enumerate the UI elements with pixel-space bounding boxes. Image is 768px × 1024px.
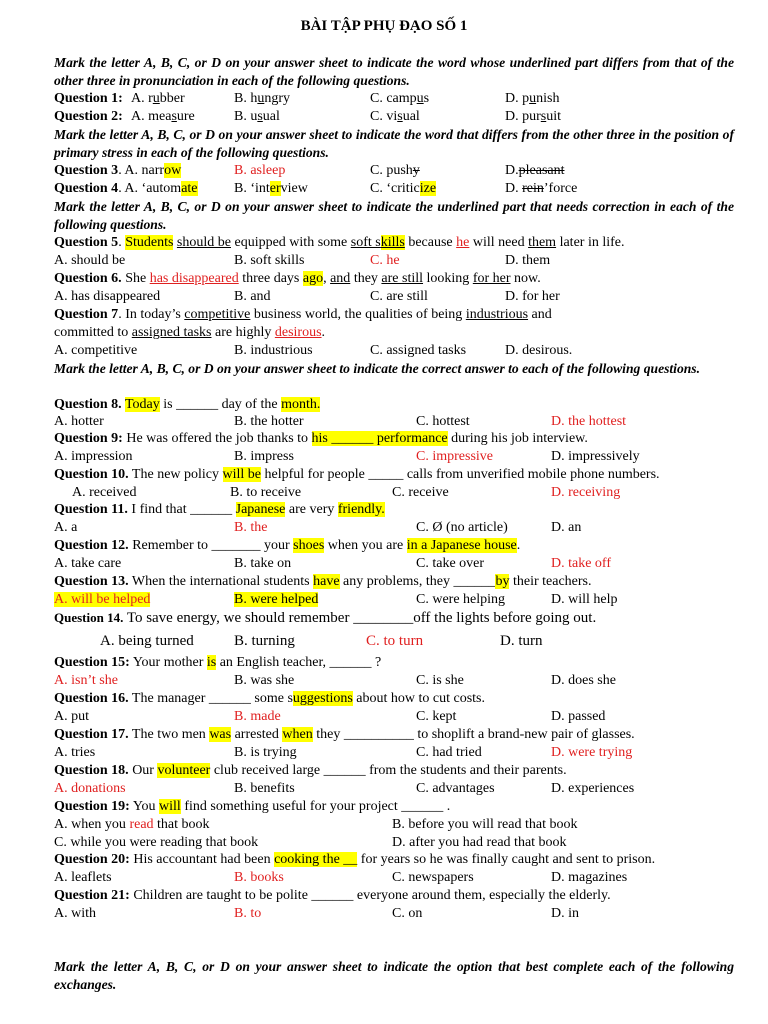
q21-option-c: C. on xyxy=(392,906,423,921)
q2-option-a: A. measure xyxy=(131,109,195,124)
q18-option-d: D. experiences xyxy=(551,781,635,796)
q13-option-c: C. were helping xyxy=(416,592,506,607)
question-19: Question 19: You will find something useful for your project ______ . xyxy=(54,799,451,814)
question-15: Question 15: Your mother is an English teacher, ______ ? xyxy=(54,655,382,670)
question-7: Question 7. In today’s competitive business world, the qualities of being industrious and xyxy=(54,307,552,322)
q19-option-a: A. when you read that book xyxy=(54,817,210,832)
q18-option-c: C. advantages xyxy=(416,781,495,796)
q21-option-a: A. with xyxy=(54,906,96,921)
q14-option-c: C. to turn xyxy=(366,633,424,649)
instruction-pronunciation: Mark the letter A, B, C, or D on your answer sheet to indicate the word whose underlined part differs from that of the other three in pronunciation in each of the following questions. xyxy=(54,55,734,88)
q2-option-d: D. pursuit xyxy=(505,109,562,124)
question-8: Question 8. Today is ______ day of the month. xyxy=(54,397,321,412)
q7-option-a: A. competitive xyxy=(54,343,138,358)
q15-option-d: D. does she xyxy=(551,673,616,688)
q19-option-d: D. after you had read that book xyxy=(392,835,567,850)
q20-option-c: C. newspapers xyxy=(392,870,474,885)
question-6: Question 6. She has disappeared three days ago, and they are still looking for her now. xyxy=(54,271,541,286)
q11-option-d: D. an xyxy=(551,520,582,535)
question-10: Question 10. The new policy will be helpful for people _____ calls from unverified mobile phone numbers. xyxy=(54,467,660,482)
q4-option-c: C. ‘criticize xyxy=(370,181,437,196)
q20-option-d: D. magazines xyxy=(551,870,628,885)
q8-option-b: B. the hotter xyxy=(234,414,304,429)
question-13: Question 13. When the international students have any problems, they ______by their teachers. xyxy=(54,574,592,589)
q10-option-b: B. to receive xyxy=(230,485,302,500)
q2-option-b: B. usual xyxy=(234,109,280,124)
q16-option-c: C. kept xyxy=(416,709,457,724)
q16-option-a: A. put xyxy=(54,709,89,724)
q15-option-b: B. was she xyxy=(234,673,295,688)
instruction-stress: Mark the letter A, B, C, or D on your answer sheet to indicate the word that differs from the other three in the position of primary stress in each of the following questions. xyxy=(54,127,734,160)
q9-option-a: A. impression xyxy=(54,449,133,464)
question-11: Question 11. I find that ______ Japanese are very friendly. xyxy=(54,502,385,517)
q9-option-b: B. impress xyxy=(234,449,294,464)
q11-option-a: A. a xyxy=(54,520,78,535)
q17-option-c: C. had tried xyxy=(416,745,482,760)
question-17: Question 17. The two men was arrested when they __________ to shoplift a brand-new pair of glasses. xyxy=(54,727,635,742)
question-20: Question 20: His accountant had been cooking the __ for years so he was finally caught and sent to prison. xyxy=(54,852,656,867)
q11-option-b: B. the xyxy=(234,520,268,535)
q5-option-c: C. he xyxy=(370,253,400,268)
q18-option-a: A. donations xyxy=(54,781,126,796)
question-14: Question 14. To save energy, we should remember ________off the lights before going out. xyxy=(54,610,597,626)
q12-option-b: B. take on xyxy=(234,556,292,571)
q13-option-a: A. will be helped xyxy=(54,592,151,607)
q15-option-c: C. is she xyxy=(416,673,464,688)
q4-option-b: B. ‘interview xyxy=(234,181,308,196)
q1-option-b: B. hungry xyxy=(234,91,291,106)
q15-option-a: A. isn’t she xyxy=(54,673,118,688)
q1-option-c: C. campus xyxy=(370,91,430,106)
q12-option-d: D. take off xyxy=(551,556,611,571)
q3-option-b: B. asleep xyxy=(234,163,286,178)
q9-option-c: C. impressive xyxy=(416,449,493,464)
q5-option-b: B. soft skills xyxy=(234,253,305,268)
q12-option-c: C. take over xyxy=(416,556,485,571)
q6-option-b: B. and xyxy=(234,289,271,304)
question-2: Question 2: xyxy=(54,109,123,124)
q10-option-a: A. received xyxy=(72,485,137,500)
q1-option-d: D. punish xyxy=(505,91,560,106)
q6-option-c: C. are still xyxy=(370,289,428,304)
q9-option-d: D. impressively xyxy=(551,449,640,464)
q11-option-c: C. Ø (no article) xyxy=(416,520,508,535)
q3-option-c: C. pushy xyxy=(370,163,420,178)
q5-option-d: D. them xyxy=(505,253,551,268)
q7-option-c: C. assigned tasks xyxy=(370,343,467,358)
q20-option-b: B. books xyxy=(234,870,284,885)
q7-option-b: B. industrious xyxy=(234,343,313,358)
question-18: Question 18. Our volunteer club received large ______ from the students and their parents. xyxy=(54,763,567,778)
q2-option-c: C. visual xyxy=(370,109,420,124)
q4-option-d: D. rein’force xyxy=(505,181,578,196)
instruction-correct-answer: Mark the letter A, B, C, or D on your answer sheet to indicate the correct answer to each of the following questions. xyxy=(54,361,700,376)
q18-option-b: B. benefits xyxy=(234,781,295,796)
question-9: Question 9: He was offered the job thanks to his ______ performance during his job interview. xyxy=(54,431,588,446)
q14-option-d: D. turn xyxy=(500,633,543,649)
q10-option-c: C. receive xyxy=(392,485,449,500)
question-12: Question 12. Remember to _______ your shoes when you are in a Japanese house. xyxy=(54,538,521,553)
q10-option-d: D. receiving xyxy=(551,485,621,500)
q16-option-b: B. made xyxy=(234,709,281,724)
q12-option-a: A. take care xyxy=(54,556,122,571)
instruction-exchanges: Mark the letter A, B, C, or D on your answer sheet to indicate the option that best complete each of the following exchanges. xyxy=(54,959,734,992)
q19-option-c: C. while you were reading that book xyxy=(54,835,259,850)
q17-option-b: B. is trying xyxy=(234,745,297,760)
question-4: Question 4. A. ‘automate xyxy=(54,181,198,196)
q14-option-a: A. being turned xyxy=(100,633,194,649)
q8-option-c: C. hottest xyxy=(416,414,470,429)
question-3: Question 3. A. narrow xyxy=(54,163,182,178)
q16-option-d: D. passed xyxy=(551,709,606,724)
q19-option-b: B. before you will read that book xyxy=(392,817,578,832)
q6-option-a: A. has disappeared xyxy=(54,289,161,304)
page-title: BÀI TẬP PHỤ ĐẠO SỐ 1 xyxy=(300,18,468,34)
question-16: Question 16. The manager ______ some suggestions about how to cut costs. xyxy=(54,691,486,706)
question-7-line-2: committed to assigned tasks are highly desirous. xyxy=(54,325,326,340)
q21-option-d: D. in xyxy=(551,906,579,921)
question-5: Question 5. Students should be equipped with some soft skills because he will need them later in life. xyxy=(54,235,625,250)
instruction-correction: Mark the letter A, B, C, or D on your answer sheet to indicate the underlined part that needs correction in each of the following questions. xyxy=(54,199,734,232)
q6-option-d: D. for her xyxy=(505,289,560,304)
q8-option-a: A. hotter xyxy=(54,414,104,429)
q21-option-b: B. to xyxy=(234,906,262,921)
q20-option-a: A. leaflets xyxy=(54,870,112,885)
q7-option-d: D. desirous. xyxy=(505,343,573,358)
question-21: Question 21: Children are taught to be polite ______ everyone around them, especially the elderly. xyxy=(54,888,611,903)
q3-option-d: D.pleasant xyxy=(505,163,565,178)
q8-option-d: D. the hottest xyxy=(551,414,627,429)
question-1: Question 1: xyxy=(54,91,123,106)
q17-option-d: D. were trying xyxy=(551,745,633,760)
q1-option-a: A. rubber xyxy=(131,91,185,106)
q17-option-a: A. tries xyxy=(54,745,96,760)
q14-option-b: B. turning xyxy=(234,633,295,649)
q13-option-d: D. will help xyxy=(551,592,618,607)
q13-option-b: B. were helped xyxy=(234,592,319,607)
q5-option-a: A. should be xyxy=(54,253,126,268)
